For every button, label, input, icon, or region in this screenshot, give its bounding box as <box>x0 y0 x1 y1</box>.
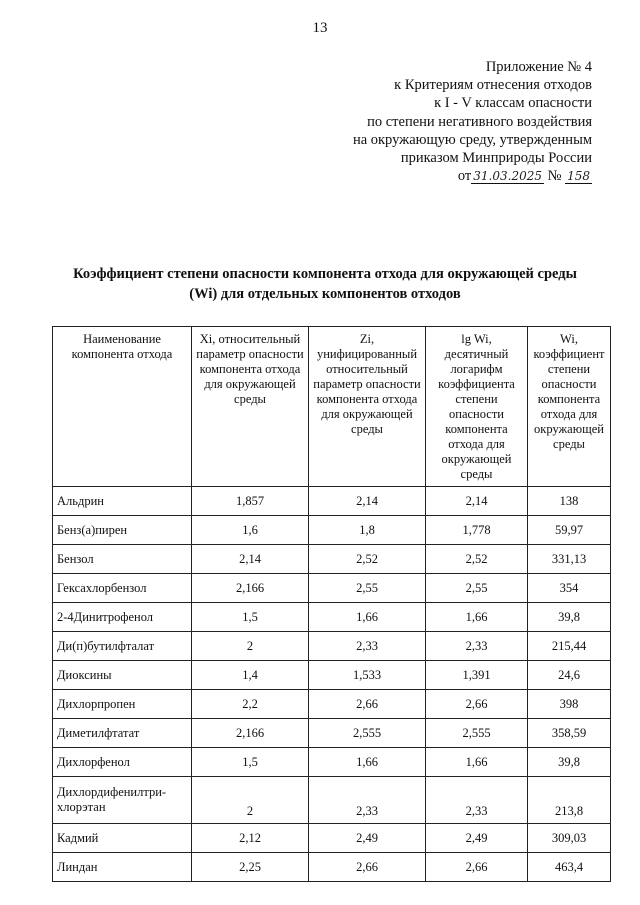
lgwi-value: 1,778 <box>426 516 528 545</box>
table-row <box>53 777 611 824</box>
header-component-name: Наименование компонента отхода <box>53 327 192 487</box>
table-header-row <box>53 327 611 487</box>
table-row <box>53 545 611 574</box>
appendix-line: по степени негативного воздействия <box>367 113 592 130</box>
table-row <box>53 574 611 603</box>
order-date-line <box>458 167 592 185</box>
lgwi-value: 2,66 <box>426 853 528 882</box>
table-row <box>53 632 611 661</box>
component-name: Дихлорпропен <box>53 690 192 719</box>
lgwi-value: 2,66 <box>426 690 528 719</box>
lgwi-value: 2,14 <box>426 487 528 516</box>
table-row <box>53 853 611 882</box>
handwritten-date: 31.03.2025 <box>473 169 542 184</box>
table-row <box>53 487 611 516</box>
xi-value: 2 <box>192 777 309 824</box>
xi-value: 2,12 <box>192 824 309 853</box>
table-title <box>40 264 610 304</box>
table-row <box>53 824 611 853</box>
component-name: Гексахлорбензол <box>53 574 192 603</box>
page-number: 13 <box>312 20 328 36</box>
lgwi-value: 2,49 <box>426 824 528 853</box>
zi-value: 2,66 <box>309 853 426 882</box>
component-name: Дихлорфенол <box>53 748 192 777</box>
wi-value: 358,59 <box>528 719 611 748</box>
wi-value: 309,03 <box>528 824 611 853</box>
component-name: Дихлордифенилтри-хлорэтан <box>53 777 192 824</box>
header-zi: Zi, унифицированный относительный параметр опасности компонента отхода для окружающей среды <box>309 327 426 487</box>
wi-value: 463,4 <box>528 853 611 882</box>
xi-value: 1,5 <box>192 603 309 632</box>
wi-value: 39,8 <box>528 748 611 777</box>
number-prefix: № <box>547 168 562 185</box>
appendix-line: к Критериям отнесения отходов <box>394 77 592 94</box>
lgwi-value: 1,66 <box>426 748 528 777</box>
component-name: Альдрин <box>53 487 192 516</box>
appendix-line: приказом Минприроды России <box>400 150 592 167</box>
zi-value: 2,49 <box>309 824 426 853</box>
wi-value: 331,13 <box>528 545 611 574</box>
lgwi-value: 2,555 <box>426 719 528 748</box>
appendix-line: к I - V классам опасности <box>434 95 592 112</box>
xi-value: 1,4 <box>192 661 309 690</box>
lgwi-value: 2,33 <box>426 632 528 661</box>
zi-value: 2,66 <box>309 690 426 719</box>
table-row <box>53 690 611 719</box>
lgwi-value: 2,33 <box>426 777 528 824</box>
appendix-line: на окружающую среду, утвержденным <box>352 131 592 148</box>
xi-value: 2,14 <box>192 545 309 574</box>
header-xi: Xi, относительный параметр опасности компонента отхода для окружающей среды <box>192 327 309 487</box>
xi-value: 1,5 <box>192 748 309 777</box>
table-row <box>53 603 611 632</box>
header-wi: Wi, коэффициент степени опасности компонента отхода для окружающей среды <box>528 327 611 487</box>
xi-value: 2 <box>192 632 309 661</box>
zi-value: 2,33 <box>309 632 426 661</box>
appendix-header <box>353 58 592 185</box>
lgwi-value: 2,52 <box>426 545 528 574</box>
component-name: Бенз(а)пирен <box>53 516 192 545</box>
component-name: Диоксины <box>53 661 192 690</box>
zi-value: 1,66 <box>309 603 426 632</box>
table-row <box>53 719 611 748</box>
wi-value: 138 <box>528 487 611 516</box>
xi-value: 1,6 <box>192 516 309 545</box>
xi-value: 1,857 <box>192 487 309 516</box>
xi-value: 2,2 <box>192 690 309 719</box>
wi-value: 398 <box>528 690 611 719</box>
zi-value: 2,33 <box>309 777 426 824</box>
table-row <box>53 748 611 777</box>
wi-value: 215,44 <box>528 632 611 661</box>
wi-value: 354 <box>528 574 611 603</box>
zi-value: 2,55 <box>309 574 426 603</box>
wi-value: 39,8 <box>528 603 611 632</box>
component-name: Ди(п)бутилфталат <box>53 632 192 661</box>
zi-value: 2,555 <box>309 719 426 748</box>
lgwi-value: 1,66 <box>426 603 528 632</box>
xi-value: 2,166 <box>192 574 309 603</box>
component-name: Бензол <box>53 545 192 574</box>
component-name: Диметилфтатат <box>53 719 192 748</box>
table-row <box>53 516 611 545</box>
coefficient-table <box>52 326 611 882</box>
header-lgwi: lg Wi, десятичный логарифм коэффициента степени опасности компонента отхода для окружающей среды <box>426 327 528 487</box>
wi-value: 24,6 <box>528 661 611 690</box>
from-prefix: от <box>457 168 472 185</box>
xi-value: 2,166 <box>192 719 309 748</box>
handwritten-number: 158 <box>567 169 590 184</box>
wi-value: 59,97 <box>528 516 611 545</box>
lgwi-value: 2,55 <box>426 574 528 603</box>
component-name: Линдан <box>53 853 192 882</box>
wi-value: 213,8 <box>528 777 611 824</box>
appendix-line: Приложение № 4 <box>485 59 592 75</box>
zi-value: 1,8 <box>309 516 426 545</box>
component-name: 2-4Динитрофенол <box>53 603 192 632</box>
zi-value: 1,66 <box>309 748 426 777</box>
zi-value: 2,14 <box>309 487 426 516</box>
title-line-1: Коэффициент степени опасности компонента отхода для окружающей среды <box>73 266 577 282</box>
xi-value: 2,25 <box>192 853 309 882</box>
table-row <box>53 661 611 690</box>
title-line-2: (Wi) для отдельных компонентов отходов <box>189 286 461 302</box>
zi-value: 1,533 <box>309 661 426 690</box>
component-name: Кадмий <box>53 824 192 853</box>
zi-value: 2,52 <box>309 545 426 574</box>
lgwi-value: 1,391 <box>426 661 528 690</box>
